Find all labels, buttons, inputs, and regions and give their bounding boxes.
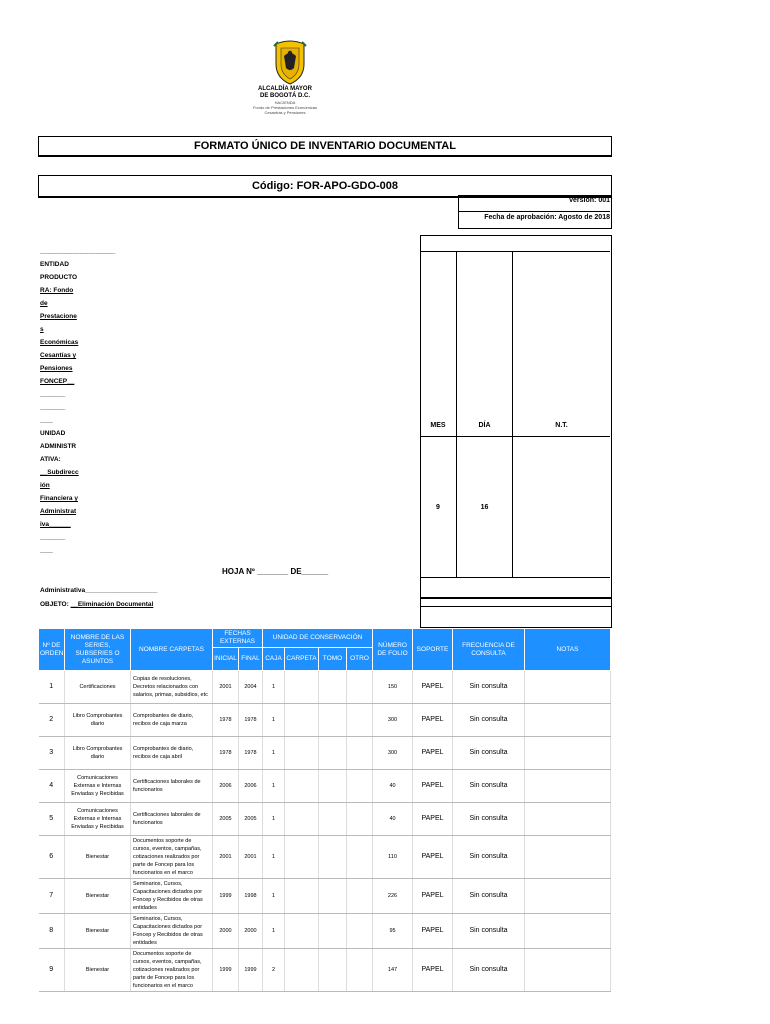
row-otro <box>347 704 373 737</box>
row-folio: 40 <box>373 803 413 836</box>
row-frecuencia: Sin consulta <box>453 704 525 737</box>
separator-line: ________ <box>40 391 65 398</box>
row-folio: 147 <box>373 949 413 992</box>
row-otro <box>347 803 373 836</box>
header-series: NOMBRE DE LAS SERIES, SUBSERIES O ASUNTOS <box>65 629 131 671</box>
logo-line-3: HACIENDA <box>274 100 296 105</box>
header-final: FINAL <box>239 648 263 671</box>
date-mid-line <box>420 436 610 437</box>
logo-line-1: ALCALDÍA MAYOR <box>258 86 312 92</box>
date-lower-box <box>420 597 612 628</box>
row-carpeta-count <box>285 770 319 803</box>
row-number: 2 <box>39 704 65 737</box>
entidad-line: de <box>40 300 48 307</box>
row-number: 9 <box>39 949 65 992</box>
row-soporte: PAPEL <box>413 704 453 737</box>
date-bottom-line <box>420 577 610 578</box>
row-carpeta-count <box>285 949 319 992</box>
row-folio: 226 <box>373 879 413 914</box>
row-folio: 110 <box>373 836 413 879</box>
row-soporte: PAPEL <box>413 949 453 992</box>
row-notas <box>525 949 611 992</box>
row-soporte: PAPEL <box>413 803 453 836</box>
row-number: 4 <box>39 770 65 803</box>
header-carpeta: CARPETA <box>285 648 319 671</box>
unidad-line: ADMINISTR <box>40 443 77 450</box>
row-final: 2000 <box>239 914 263 949</box>
header-folio: NÚMERO DE FOLIO <box>373 629 413 671</box>
row-soporte: PAPEL <box>413 879 453 914</box>
entidad-line: s <box>40 326 44 333</box>
table-row <box>39 879 611 914</box>
row-number: 6 <box>39 836 65 879</box>
row-serie: Libro Comprobantes diario <box>65 704 131 737</box>
table-header-row <box>39 629 611 648</box>
row-final: 2001 <box>239 836 263 879</box>
row-folio: 300 <box>373 704 413 737</box>
row-serie: Bienestar <box>65 949 131 992</box>
coat-of-arms-icon <box>270 38 310 86</box>
objeto-line <box>40 601 153 608</box>
row-tomo <box>319 836 347 879</box>
header-unidad: UNIDAD DE CONSERVACIÓN <box>263 629 373 648</box>
entidad-line: Prestacione <box>40 313 77 320</box>
table-row <box>39 737 611 770</box>
row-carpeta: Certificaciones laborales de funcionarios <box>131 770 213 803</box>
row-inicial: 2001 <box>213 836 239 879</box>
row-caja: 1 <box>263 914 285 949</box>
logo-line-4: Fondo de Prestaciones Económicas <box>252 105 318 110</box>
nt-label: N.T. <box>555 422 568 429</box>
row-frecuencia: Sin consulta <box>453 949 525 992</box>
objeto-value: __Eliminación Documental <box>70 601 154 608</box>
row-tomo <box>319 737 347 770</box>
row-inicial: 1978 <box>213 737 239 770</box>
dia-label: DÍA <box>478 422 491 429</box>
row-notas <box>525 704 611 737</box>
row-notas <box>525 879 611 914</box>
mes-label: MES <box>430 422 446 429</box>
separator-line: ________ <box>40 534 65 541</box>
row-tomo <box>319 704 347 737</box>
logo-line-5: Cesantías y Pensiones <box>264 110 306 115</box>
unidad-line: UNIDAD <box>40 430 66 437</box>
row-frecuencia: Sin consulta <box>453 836 525 879</box>
row-final: 2006 <box>239 770 263 803</box>
entity-info <box>40 245 115 557</box>
header-otro: OTRO <box>347 648 373 671</box>
unidad-line: Financiera y <box>40 495 78 502</box>
header-tomo: TOMO <box>319 648 347 671</box>
document-title: FORMATO ÚNICO DE INVENTARIO DOCUMENTAL <box>38 136 612 157</box>
row-folio: 150 <box>373 671 413 704</box>
row-final: 1998 <box>239 879 263 914</box>
entidad-line: Cesantías y <box>40 352 77 359</box>
row-inicial: 1999 <box>213 879 239 914</box>
separator-line: ____ <box>40 547 53 554</box>
row-notas <box>525 770 611 803</box>
entidad-line: PRODUCTO <box>40 274 78 281</box>
row-carpeta-count <box>285 879 319 914</box>
table-row <box>39 770 611 803</box>
row-tomo <box>319 671 347 704</box>
header-carpetas: NOMBRE CARPETAS <box>131 629 213 671</box>
row-otro <box>347 737 373 770</box>
table-row <box>39 949 611 992</box>
row-serie: Bienestar <box>65 836 131 879</box>
row-inicial: 2006 <box>213 770 239 803</box>
row-final: 1999 <box>239 949 263 992</box>
row-carpeta: Certificaciones laborales de funcionarios <box>131 803 213 836</box>
row-folio: 95 <box>373 914 413 949</box>
logo-line-2: DE BOGOTÁ D.C. <box>259 93 310 99</box>
header-frecuencia: FRECUENCIA DE CONSULTA <box>453 629 525 671</box>
unidad-line: iva______ <box>40 521 71 528</box>
row-notas <box>525 914 611 949</box>
table-row <box>39 803 611 836</box>
table-row <box>39 914 611 949</box>
row-frecuencia: Sin consulta <box>453 737 525 770</box>
header-fechas: FECHAS EXTERNAS <box>213 629 263 648</box>
row-frecuencia: Sin consulta <box>453 914 525 949</box>
row-caja: 1 <box>263 671 285 704</box>
row-notas <box>525 737 611 770</box>
row-notas <box>525 836 611 879</box>
row-folio: 300 <box>373 737 413 770</box>
row-number: 3 <box>39 737 65 770</box>
row-notas <box>525 671 611 704</box>
row-notas <box>525 803 611 836</box>
row-serie: Bienestar <box>65 879 131 914</box>
row-carpeta: Seminarios, Cursos, Capacitaciones dictados por Foncep y Recibidos de otras entidades <box>131 914 213 949</box>
row-caja: 1 <box>263 737 285 770</box>
row-carpeta-count <box>285 914 319 949</box>
row-caja: 1 <box>263 803 285 836</box>
row-inicial: 2005 <box>213 803 239 836</box>
row-carpeta-count <box>285 836 319 879</box>
date-col-divider <box>420 251 457 577</box>
row-frecuencia: Sin consulta <box>453 671 525 704</box>
row-soporte: PAPEL <box>413 914 453 949</box>
entidad-line: RA: Fondo <box>40 287 74 294</box>
row-tomo <box>319 879 347 914</box>
row-otro <box>347 770 373 803</box>
table-row <box>39 704 611 737</box>
header-caja: CAJA <box>263 648 285 671</box>
header-inicial: INICIAL <box>213 648 239 671</box>
row-number: 5 <box>39 803 65 836</box>
document-code: Código: FOR-APO-GDO-008 <box>38 175 612 198</box>
unidad-line: ión <box>40 482 50 489</box>
header-soporte: SOPORTE <box>413 629 453 671</box>
row-carpeta: Documentos soporte de cursos, eventos, campañas, cotizaciones realizados por parte de Foncep para los funcionarios en el marco <box>131 949 213 992</box>
header-orden: Nº DE ORDEN <box>39 629 65 671</box>
unidad-line: ATIVA: <box>40 456 61 463</box>
separator-line: ________ <box>40 404 65 411</box>
row-carpeta: Seminarios, Cursos, Capacitaciones dictados por Foncep y Recibidos de otras entidades <box>131 879 213 914</box>
dia-value: 16 <box>480 504 489 511</box>
row-tomo <box>319 803 347 836</box>
row-final: 2004 <box>239 671 263 704</box>
row-otro <box>347 914 373 949</box>
row-number: 7 <box>39 879 65 914</box>
row-tomo <box>319 770 347 803</box>
row-carpeta: Comprobantes de diario, recibos de caja abril <box>131 737 213 770</box>
entidad-line: FONCEP__ <box>40 378 75 385</box>
row-final: 2005 <box>239 803 263 836</box>
date-header <box>420 235 610 252</box>
row-caja: 1 <box>263 879 285 914</box>
row-serie: Bienestar <box>65 914 131 949</box>
logo-text <box>225 86 345 115</box>
entidad-line: Pensiones <box>40 365 73 372</box>
row-serie: Comunicaciones Externas e Internas Enviadas y Recibidas <box>65 803 131 836</box>
row-inicial: 2000 <box>213 914 239 949</box>
row-soporte: PAPEL <box>413 770 453 803</box>
approval-date-label: Fecha de aprobación: Agosto de 2018 <box>484 214 610 221</box>
row-carpeta-count <box>285 704 319 737</box>
row-carpeta-count <box>285 737 319 770</box>
row-number: 8 <box>39 914 65 949</box>
row-soporte: PAPEL <box>413 671 453 704</box>
row-inicial: 1999 <box>213 949 239 992</box>
sheet-number: HOJA Nº _______ DE______ <box>222 567 329 576</box>
row-final: 1978 <box>239 704 263 737</box>
table-row <box>39 836 611 879</box>
unidad-line: Administrat <box>40 508 77 515</box>
row-carpeta: Comprobantes de diario, recibos de caja marza <box>131 704 213 737</box>
row-serie: Certificaciones <box>65 671 131 704</box>
row-folio: 40 <box>373 770 413 803</box>
row-caja: 1 <box>263 704 285 737</box>
row-carpeta-count <box>285 671 319 704</box>
mes-value: 9 <box>436 504 440 511</box>
row-tomo <box>319 949 347 992</box>
separator-line: ________________________ <box>40 248 115 255</box>
inventory-table <box>38 628 611 992</box>
row-serie: Libro Comprobantes diario <box>65 737 131 770</box>
separator-line: ____ <box>40 417 53 424</box>
version-label: Versión: 001 <box>568 197 610 204</box>
row-carpeta: Documentos soporte de cursos, eventos, campañas, cotizaciones realizados por parte de Foncep para los funcionarios en el marco <box>131 836 213 879</box>
table-row <box>39 671 611 704</box>
row-otro <box>347 949 373 992</box>
entidad-line: ENTIDAD <box>40 261 69 268</box>
row-final: 1978 <box>239 737 263 770</box>
row-caja: 1 <box>263 770 285 803</box>
row-frecuencia: Sin consulta <box>453 770 525 803</box>
row-carpeta-count <box>285 803 319 836</box>
row-soporte: PAPEL <box>413 836 453 879</box>
row-frecuencia: Sin consulta <box>453 879 525 914</box>
row-otro <box>347 879 373 914</box>
row-caja: 2 <box>263 949 285 992</box>
row-inicial: 2001 <box>213 671 239 704</box>
row-carpeta: Copias de resoluciones, Decretos relacionados con salarios, primas, subsidios, etc <box>131 671 213 704</box>
row-tomo <box>319 914 347 949</box>
row-serie: Comunicaciones Externas e Internas Enviadas y Recibidas <box>65 770 131 803</box>
administrativa-line: Administrativa____________________ <box>40 587 158 594</box>
row-frecuencia: Sin consulta <box>453 803 525 836</box>
header-notas: NOTAS <box>525 629 611 671</box>
row-otro <box>347 836 373 879</box>
row-otro <box>347 671 373 704</box>
row-inicial: 1978 <box>213 704 239 737</box>
date-col-divider <box>456 251 513 577</box>
meta-divider <box>458 211 610 212</box>
row-number: 1 <box>39 671 65 704</box>
objeto-label: OBJETO: <box>40 601 69 608</box>
row-soporte: PAPEL <box>413 737 453 770</box>
row-caja: 1 <box>263 836 285 879</box>
unidad-line: __Subdirecc <box>40 469 79 476</box>
entidad-line: Económicas <box>40 339 79 346</box>
